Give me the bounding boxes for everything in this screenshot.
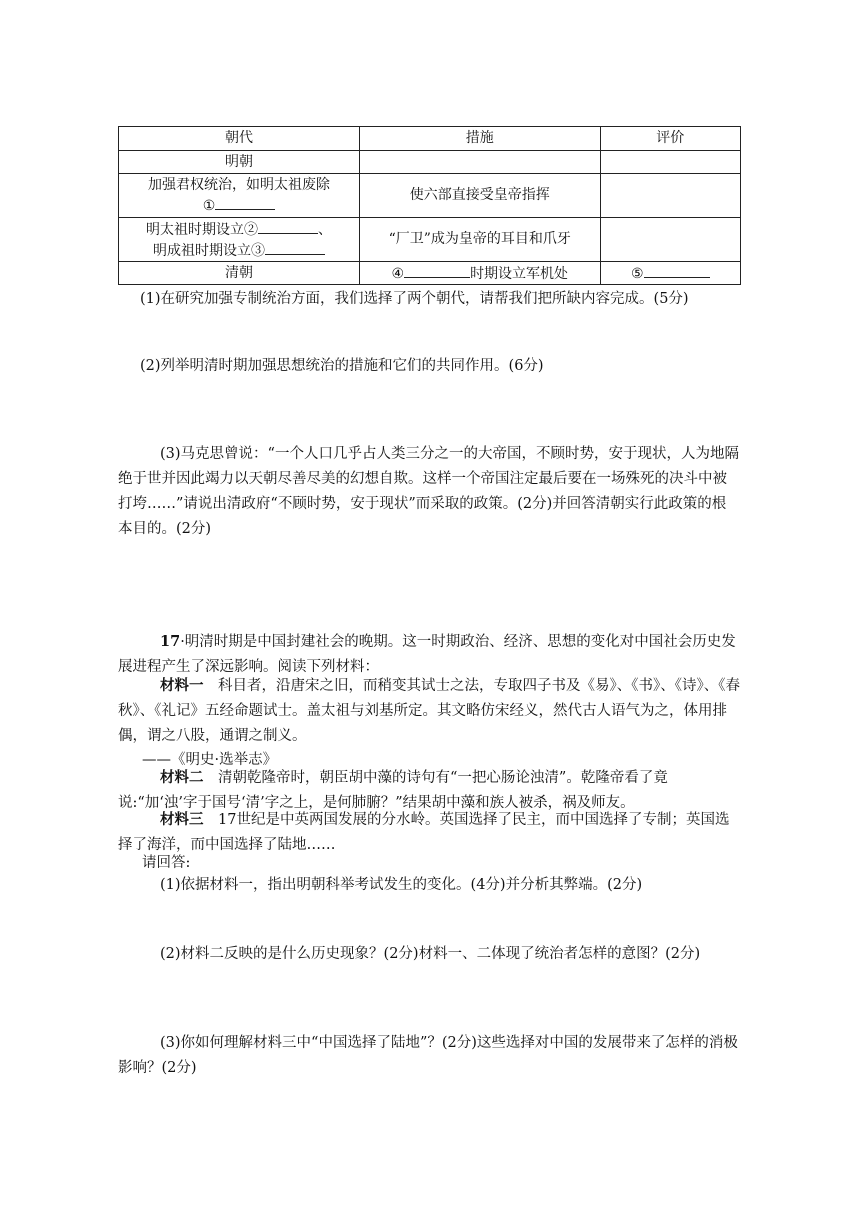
empty-cell [600, 151, 740, 174]
row1-text: 加强君权统治，如明太祖废除 [148, 176, 331, 193]
material-1-label: 材料一 [160, 677, 204, 694]
row2-dynasty-cell [119, 218, 360, 262]
table-header-row [119, 127, 741, 151]
blank-marker-5: ⑤ [630, 265, 644, 282]
qing-measure-cell [360, 262, 601, 285]
header-measure: 措施 [360, 127, 601, 151]
empty-cell [600, 174, 740, 218]
blank-line-3 [265, 240, 325, 255]
header-dynasty: 朝代 [119, 127, 360, 151]
blank-line-2 [258, 219, 318, 234]
header-evaluation: 评价 [600, 127, 740, 151]
qing-evaluation-cell [600, 262, 740, 285]
row2-line1: 明太祖时期设立② [146, 221, 259, 238]
question-17-2: (2)材料二反映的是什么历史现象？(2分)材料一、二体现了统治者怎样的意图？(2分) [160, 946, 701, 962]
table-row [119, 151, 741, 174]
qing-measure-text: 时期设立军机处 [470, 265, 569, 282]
blank-marker-4: ④ [391, 265, 405, 282]
row2-line2: 明成祖时期设立③ [153, 242, 266, 259]
blank-line-4 [404, 263, 470, 278]
empty-cell [600, 218, 740, 262]
material-1-text: 科目者，沿唐宋之旧，而稍变其试士之法，专取四子书及《易》、《书》、《诗》、《春秋》、《礼记》五经命题试士。盖太祖与刘基所定。其文略仿宋经义，然代古人语气为之，体用排偶，谓之八股，通谓之制义。 [118, 678, 740, 744]
question-16-3: (3)马克思曾说：“一个人口几乎占人类三分之一的大帝国，不顾时势，安于现状，人为地隔绝于世并因此竭力以天朝尽善尽美的幻想自欺。这样一个帝国注定最后要在一场殊死的决斗中被打垮……”请说出清政府“不顾时势，安于现状”而采取的政策。(2分)并回答清朝实行此政策的根本目的。(2分) [118, 446, 739, 537]
question-number: 17 [160, 633, 181, 650]
blank-line-5 [644, 263, 710, 278]
question-17-1: (1)依据材料一，指出明朝科举考试发生的变化。(4分)并分析其弊端。(2分) [160, 877, 643, 893]
blank-marker-1: ① [202, 197, 216, 214]
question-17-3: (3)你如何理解材料三中“中国选择了陆地”？(2分)这些选择对中国的发展带来了怎样的消极影响？(2分) [118, 1035, 738, 1076]
qing-dynasty-cell: 清朝 [119, 262, 360, 285]
blank-line-1 [215, 195, 275, 210]
question-16-1: (1)在研究加强专制统治方面，我们选择了两个朝代，请帮我们把所缺内容完成。(5分) [140, 291, 689, 307]
row2-line1-end: 、 [318, 221, 333, 238]
row1-dynasty-cell [119, 174, 360, 218]
empty-cell [360, 151, 601, 174]
row2-measure-cell: “厂卫”成为皇帝的耳目和爪牙 [360, 218, 601, 262]
table-row [119, 218, 741, 262]
table-row [119, 174, 741, 218]
material-3-text: 17世纪是中英两国发展的分水岭。英国选择了民主，而中国选择了专制；英国选择了海洋，而中国选择了陆地…… [118, 812, 730, 853]
material-1-source: ——《明史·选举志》 [142, 752, 278, 768]
question-17-intro-text: ·明清时期是中国封建社会的晚期。这一时期政治、经济、思想的变化对中国社会历史发展进程产生了深远影响。阅读下列材料： [118, 634, 736, 675]
answer-prompt: 请回答: [142, 855, 191, 871]
table-row [119, 262, 741, 285]
row1-measure-cell: 使六部直接受皇帝指挥 [360, 174, 601, 218]
question-16-2: (2)列举明清时期加强思想统治的措施和它们的共同作用。(6分) [140, 358, 544, 374]
material-2-text: 清朝乾隆帝时，朝臣胡中藻的诗句有“一把心肠论浊清”。乾隆帝看了竟说:“加‘浊’字于国号‘清’字之上，是何肺腑？”结果胡中藻和族人被杀，祸及师友。 [118, 770, 668, 811]
material-3-label: 材料三 [160, 811, 204, 828]
dynasty-measures-table [118, 126, 741, 285]
material-2-label: 材料二 [160, 769, 204, 786]
ming-dynasty-cell: 明朝 [119, 151, 360, 174]
material-1 [118, 673, 740, 749]
